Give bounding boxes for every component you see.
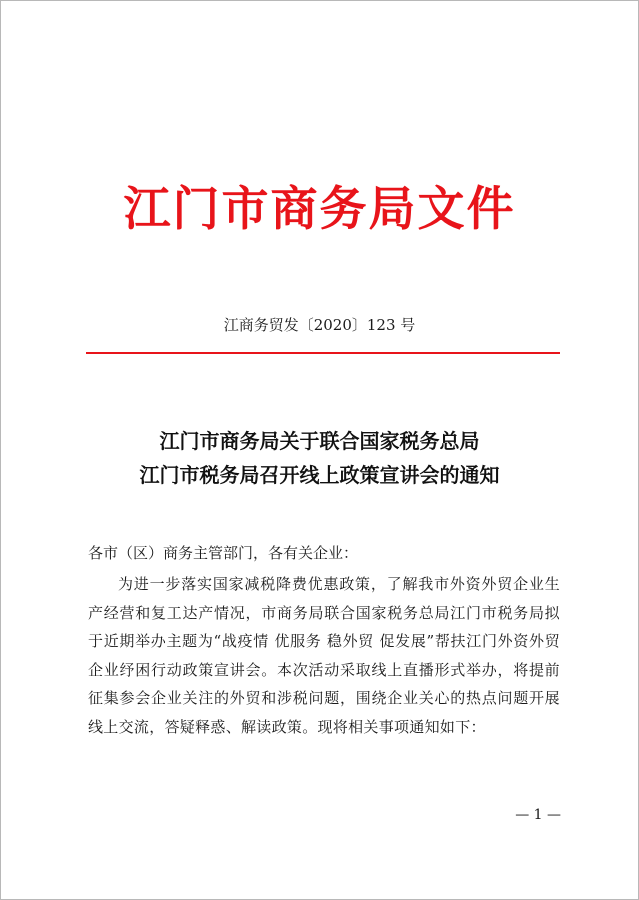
addressee: 各市（区）商务主管部门，各有关企业： xyxy=(88,544,359,562)
body-paragraph: 为进一步落实国家减税降费优惠政策，了解我市外资外贸企业生产经营和复工达产情况，市商务局联合国家税务总局江门市税务局拟于近期举办主题为“战疫情 优服务 稳外贸 促发展”帮扶江门外资外贸企业纾困行动政策宣讲会。本次活动采取线上直播形式举办，将提前征集参会企业关注的外贸和涉税问题，围绕企业关心的热点问题开展线上交流，答疑释惑、解读政策。现将相关事项通知如下： xyxy=(88,575,560,736)
document-number: 江商务贸发〔2020〕123 号 xyxy=(223,316,416,334)
document-title-line-2: 江门市税务局召开线上政策宣讲会的通知 xyxy=(139,463,500,487)
document-title xyxy=(0,424,639,492)
document-title-line-1: 江门市商务局关于联合国家税务总局 xyxy=(159,429,480,453)
page-number: — 1 — xyxy=(515,807,561,823)
red-divider xyxy=(86,352,560,354)
issuer-title: 江门市商务局文件 xyxy=(123,182,516,237)
